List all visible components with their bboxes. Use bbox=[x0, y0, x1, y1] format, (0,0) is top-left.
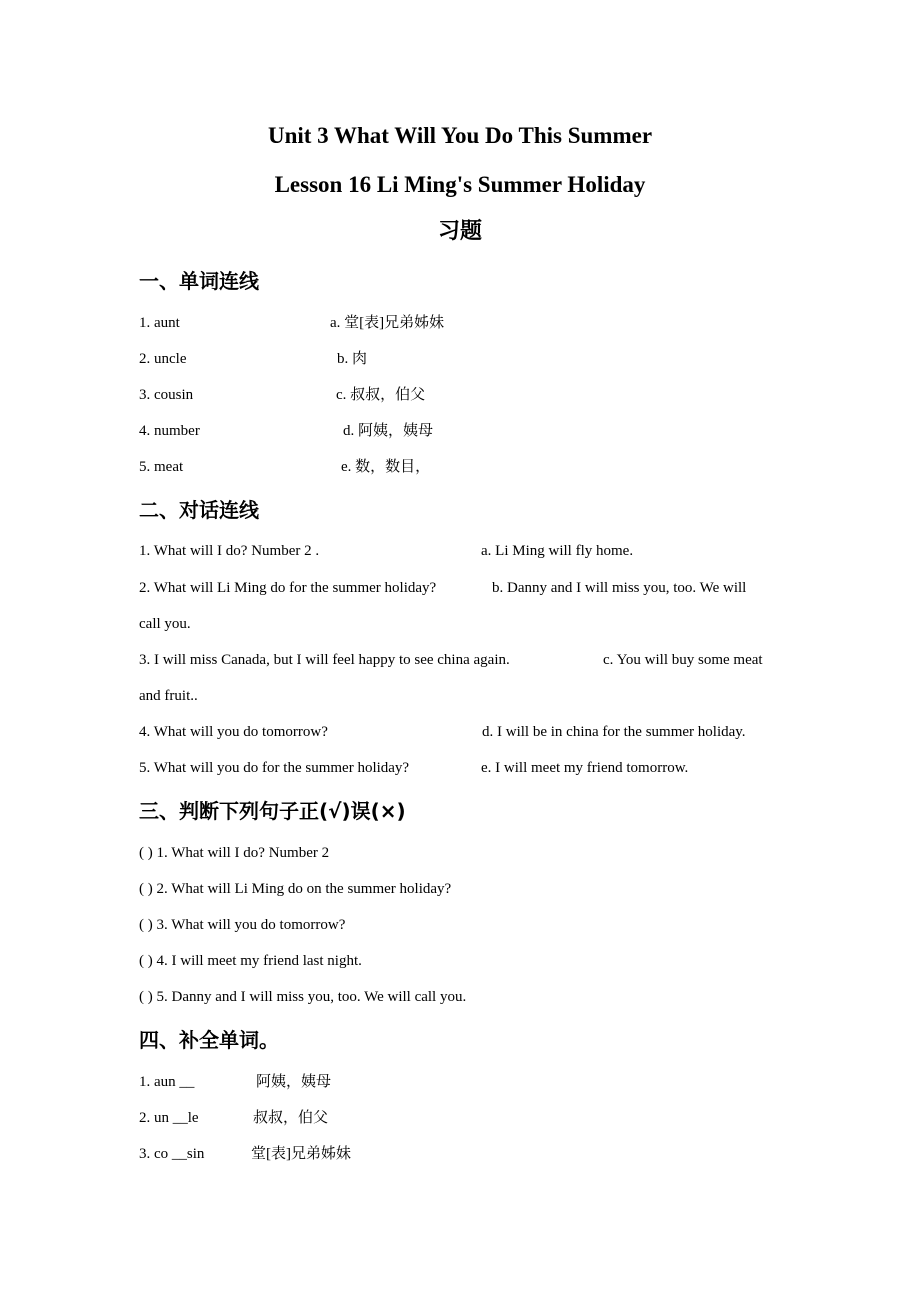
meaning-item: c. 叔叔，伯父 bbox=[336, 387, 426, 403]
dialog-question: 4. What will you do tomorrow? bbox=[139, 724, 328, 740]
meaning-item: d. 阿姨，姨母 bbox=[343, 423, 434, 439]
fill-word: 2. un __le bbox=[139, 1110, 199, 1126]
dialog-answer: a. Li Ming will fly home. bbox=[481, 543, 634, 559]
fill-meaning: 堂[表]兄弟姊妹 bbox=[251, 1146, 351, 1162]
lesson-title: Lesson 16 Li Ming's Summer Holiday bbox=[274, 172, 646, 197]
word-item: 5. meat bbox=[139, 459, 184, 475]
meaning-item: e. 数，数目， bbox=[341, 459, 431, 475]
judge-item: ( ) 2. What will Li Ming do on the summer holiday? bbox=[139, 881, 452, 897]
dialog-answer: d. I will be in china for the summer holiday. bbox=[482, 724, 746, 740]
judge-item: ( ) 1. What will I do? Number 2 bbox=[139, 845, 330, 861]
dialog-question: 1. What will I do? Number 2 . bbox=[139, 543, 320, 559]
exercise-title: 习题 bbox=[437, 219, 482, 244]
word-item: 1. aunt bbox=[139, 315, 180, 331]
dialog-answer: c. You will buy some meat bbox=[603, 652, 763, 668]
dialog-answer: b. Danny and I will miss you, too. We will bbox=[492, 580, 747, 596]
section-2-heading: 二、对话连线 bbox=[139, 498, 259, 522]
dialog-answer-cont: and fruit.. bbox=[139, 688, 198, 704]
section-4-heading: 四、补全单词。 bbox=[139, 1028, 279, 1052]
judge-item: ( ) 3. What will you do tomorrow? bbox=[139, 917, 346, 933]
dialog-answer: e. I will meet my friend tomorrow. bbox=[481, 760, 689, 776]
dialog-question: 3. I will miss Canada, but I will feel happy to see china again. bbox=[139, 652, 510, 668]
fill-meaning: 叔叔，伯父 bbox=[253, 1110, 329, 1126]
dialog-answer-cont: call you. bbox=[139, 616, 191, 632]
unit-title: Unit 3 What Will You Do This Summer bbox=[267, 123, 653, 148]
judge-item: ( ) 5. Danny and I will miss you, too. We will call you. bbox=[139, 989, 467, 1005]
fill-word: 1. aun __ bbox=[139, 1074, 195, 1090]
fill-meaning: 阿姨，姨母 bbox=[256, 1074, 332, 1090]
judge-item: ( ) 4. I will meet my friend last night. bbox=[139, 953, 362, 969]
section-3-heading: 三、判断下列句子正(√)误(×) bbox=[139, 799, 406, 823]
word-item: 4. number bbox=[139, 423, 200, 439]
section-1-heading: 一、单词连线 bbox=[139, 269, 259, 293]
word-item: 3. cousin bbox=[139, 387, 194, 403]
meaning-item: a. 堂[表]兄弟姊妹 bbox=[330, 315, 445, 331]
word-item: 2. uncle bbox=[139, 351, 187, 367]
dialog-question: 2. What will Li Ming do for the summer holiday? bbox=[139, 580, 437, 596]
fill-word: 3. co __sin bbox=[139, 1146, 205, 1162]
dialog-question: 5. What will you do for the summer holiday? bbox=[139, 760, 410, 776]
meaning-item: b. 肉 bbox=[337, 351, 368, 367]
